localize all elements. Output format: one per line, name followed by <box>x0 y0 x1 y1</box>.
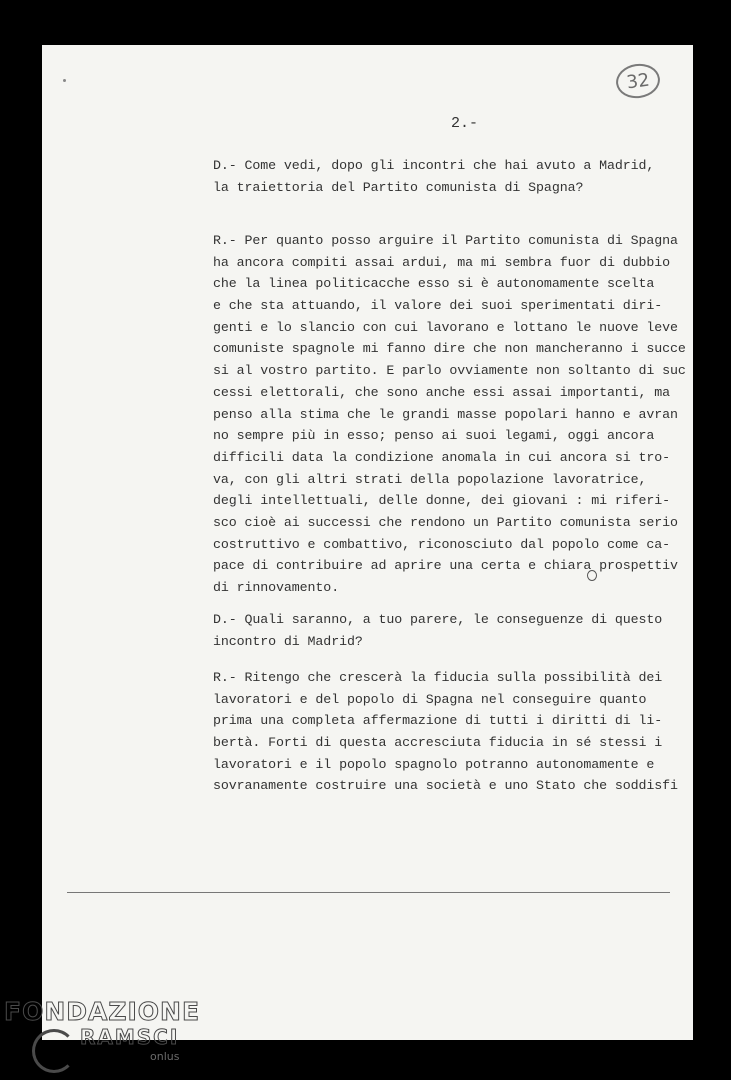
text-line: R.- Per quanto posso arguire il Partito comunista di Spagna <box>213 233 678 248</box>
document-page <box>42 45 693 1040</box>
text-line: si al vostro partito. E parlo ovviamente non soltanto di suc <box>213 363 686 379</box>
text-line: che la linea politicacche esso si è autonomamente scelta <box>213 276 655 292</box>
text-line: R.- Ritengo che crescerà la fiducia sulla possibilità dei <box>213 670 663 685</box>
watermark-title: FONDAZIONE <box>4 997 201 1026</box>
answer-2 <box>213 667 678 797</box>
text-line: bertà. Forti di questa accresciuta fiducia in sé stessi i <box>213 735 663 751</box>
text-line: lavoratori e il popolo spagnolo potranno autonomamente e <box>213 756 655 772</box>
text-line: comuniste spagnole mi fanno dire che non mancheranno i succe <box>213 341 686 357</box>
text-line: D.- Quali saranno, a tuo parere, le conseguenze di questo <box>213 612 663 627</box>
text-line: e che sta attuando, il valore dei suoi sperimentati diri- <box>213 298 663 314</box>
question-2 <box>213 609 673 652</box>
text-line: sco cioè ai successi che rendono un Partito comunista serio <box>213 514 678 530</box>
stamp-number: 32 <box>625 69 651 93</box>
text-line: va, con gli altri strati della popolazione lavoratrice, <box>213 471 647 487</box>
text-line: difficili data la condizione anomala in cui ancora si tro- <box>213 449 671 465</box>
text-line: incontro di Madrid? <box>213 633 363 649</box>
page-number: 2.- <box>451 115 479 132</box>
text-line: D.- Come vedi, dopo gli incontri che hai avuto a Madrid, <box>213 158 655 173</box>
question-1 <box>213 155 673 198</box>
text-line: la traiettoria del Partito comunista di Spagna? <box>213 179 584 195</box>
ink-mark <box>587 570 597 581</box>
page-divider <box>67 892 670 893</box>
answer-1 <box>213 230 686 599</box>
text-line: penso alla stima che le grandi masse popolari hanno e avran <box>213 406 678 422</box>
text-line: degli intellettuali, delle donne, dei giovani : mi riferi- <box>213 493 671 509</box>
page-speck <box>63 79 66 82</box>
foundation-watermark <box>2 997 201 1077</box>
text-line: costruttivo e combattivo, riconosciuto dal popolo come ca- <box>213 536 671 552</box>
text-line: lavoratori e del popolo di Spagna nel conseguire quanto <box>213 691 647 707</box>
watermark-suffix: onlus <box>150 1050 180 1063</box>
text-line: sovranamente costruire una società e uno Stato che soddisfi <box>213 778 678 794</box>
text-line: di rinnovamento. <box>213 580 340 595</box>
watermark-subtitle: RAMSCI <box>80 1025 180 1049</box>
text-line: pace di contribuire ad aprire una certa e chiara prospettiv <box>213 558 678 574</box>
text-line: no sempre più in esso; penso ai suoi legami, oggi ancora <box>213 428 655 444</box>
text-line: prima una completa affermazione di tutti i diritti di li- <box>213 713 663 729</box>
text-line: ha ancora compiti assai ardui, ma mi sembra fuor di dubbio <box>213 254 671 270</box>
text-line: cessi elettorali, che sono anche essi assai importanti, ma <box>213 384 671 400</box>
archive-stamp <box>614 61 662 101</box>
text-line: genti e lo slancio con cui lavorano e lottano le nuove leve <box>213 319 678 335</box>
watermark-g-logo-icon <box>32 1029 76 1073</box>
